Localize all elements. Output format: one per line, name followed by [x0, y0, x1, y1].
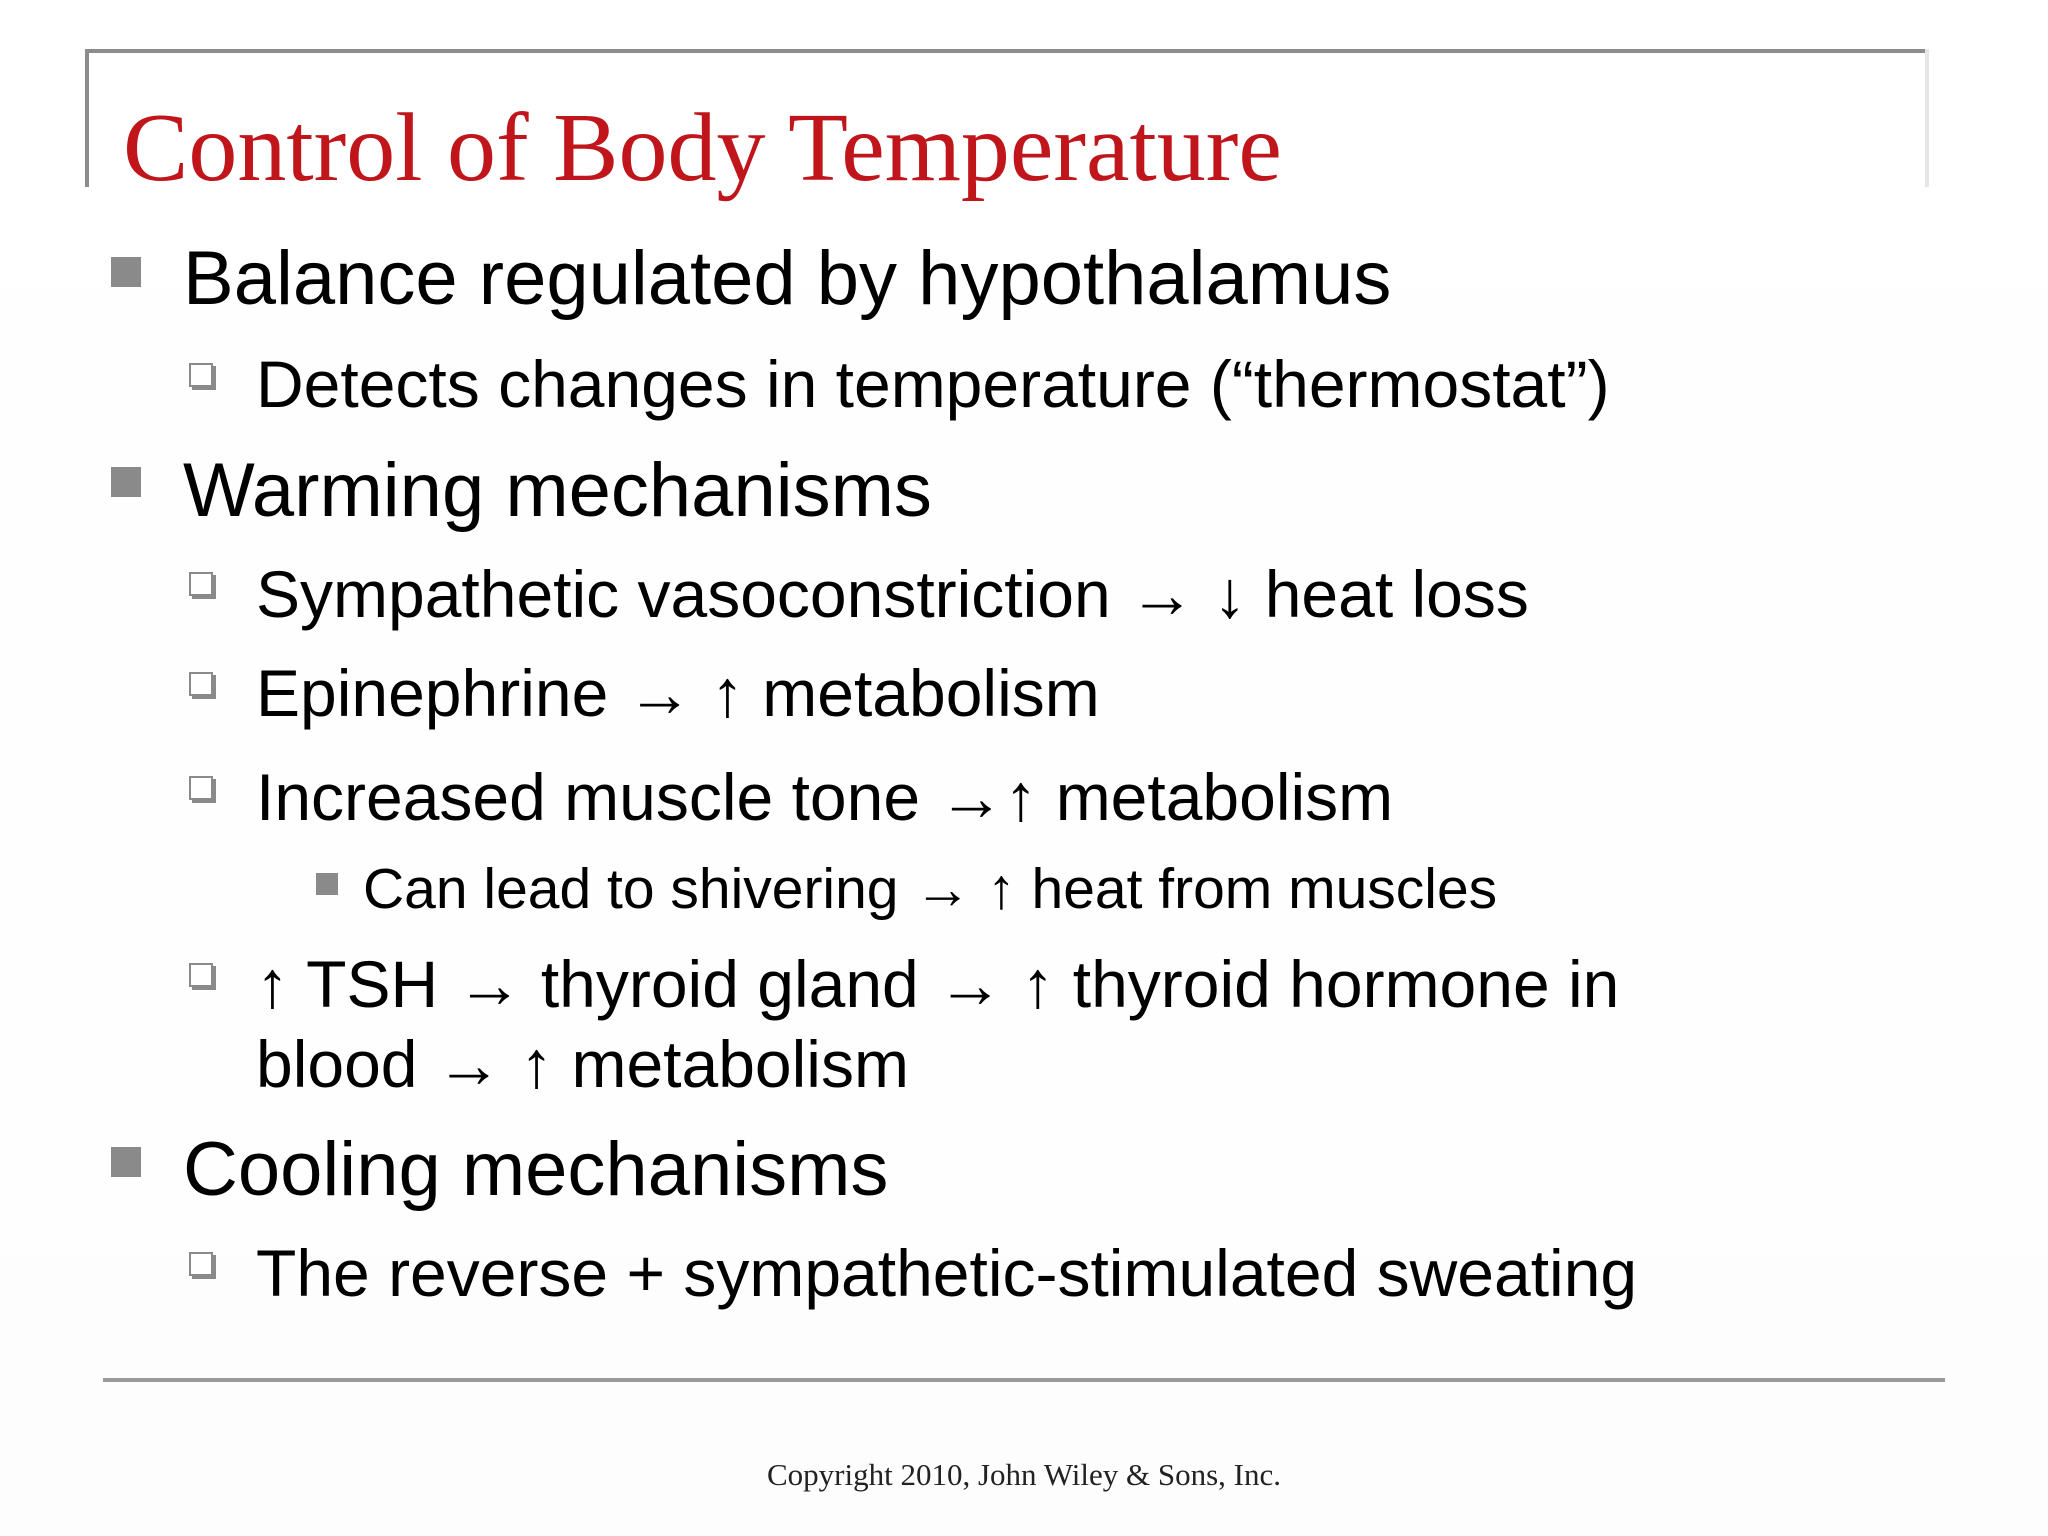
bullet-text: Cooling mechanisms: [183, 1127, 889, 1212]
slide-title: Control of Body Temperature: [123, 94, 1282, 202]
hollow-square-bullet-icon: [189, 572, 213, 596]
bullet-text: Balance regulated by hypothalamus: [183, 236, 1392, 321]
footer-rule: [103, 1378, 1945, 1382]
sub-bullet-text: The reverse + sympathetic-stimulated sweating: [256, 1236, 1638, 1310]
hollow-square-bullet-icon: [189, 363, 213, 387]
square-bullet-icon: [111, 257, 141, 287]
copyright-footer: Copyright 2010, John Wiley & Sons, Inc.: [767, 1457, 1281, 1492]
sub-bullet-text-line-2: blood → ↑ metabolism: [256, 1027, 909, 1101]
sub-bullet-text-line-1: ↑ TSH → thyroid gland → ↑ thyroid hormone in: [256, 947, 1620, 1021]
hollow-square-bullet-icon: [189, 776, 213, 800]
square-bullet-icon: [111, 1147, 141, 1177]
square-bullet-icon: [111, 467, 141, 497]
sub-bullet-text: Sympathetic vasoconstriction → ↓ heat loss: [256, 557, 1529, 631]
sub-sub-bullet-text: Can lead to shivering → ↑ heat from muscles: [363, 857, 1498, 921]
sub-bullet-text: Epinephrine → ↑ metabolism: [256, 656, 1100, 730]
sub-bullet-text: Detects changes in temperature (“thermostat”): [256, 347, 1610, 421]
hollow-square-bullet-icon: [189, 963, 213, 987]
hollow-square-bullet-icon: [189, 1252, 213, 1276]
square-bullet-icon: [316, 873, 338, 895]
sub-bullet-text: Increased muscle tone →↑ metabolism: [256, 760, 1394, 834]
hollow-square-bullet-icon: [189, 672, 213, 696]
bullet-text: Warming mechanisms: [183, 448, 932, 533]
